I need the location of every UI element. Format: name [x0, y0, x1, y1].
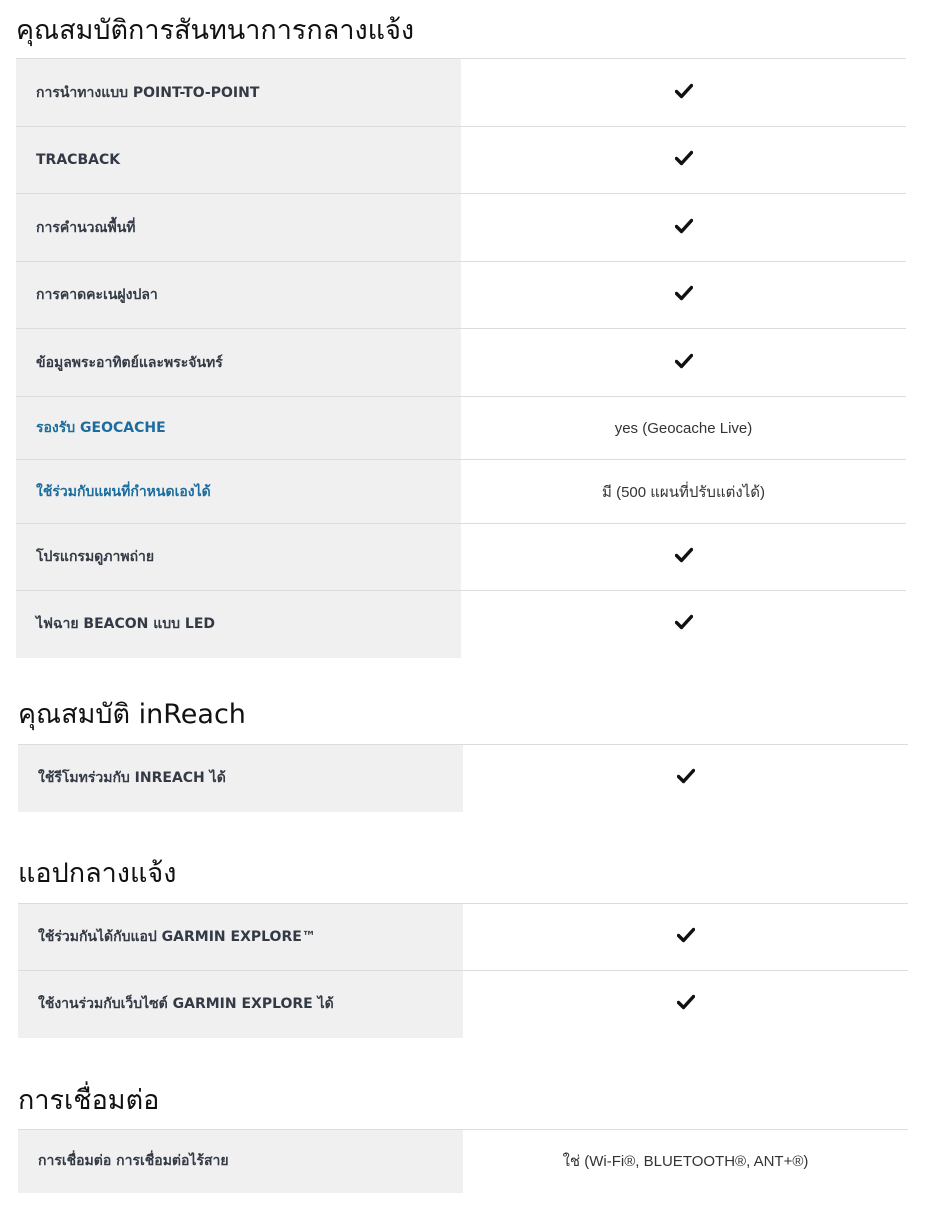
spec-row [18, 1130, 908, 1193]
spec-value [463, 904, 908, 971]
spec-table-connectivity [18, 1129, 908, 1193]
spec-row [16, 127, 906, 194]
spec-row [16, 591, 906, 658]
section-title: แอปกลางแจ้ง [18, 858, 177, 889]
spec-value [461, 524, 906, 591]
spec-label: การเชื่อมต่อ การเชื่อมต่อไร้สาย [18, 1130, 463, 1193]
checkmark-icon [675, 221, 693, 238]
checkmark-icon [675, 86, 693, 103]
spec-row [16, 194, 906, 262]
section-outdoor-features [16, 8, 414, 51]
spec-value [461, 591, 906, 658]
spec-label: ไฟฉาย BEACON แบบ LED [16, 591, 461, 658]
spec-value [461, 127, 906, 194]
spec-value: ใช่ (Wi-Fi®, BLUETOOTH®, ANT+®) [463, 1130, 908, 1193]
spec-label-link[interactable]: ใช้ร่วมกับแผนที่กำหนดเองได้ [16, 460, 461, 524]
spec-row [16, 397, 906, 460]
section-inreach [18, 692, 246, 735]
section-outdoor-app [18, 851, 176, 894]
spec-value [463, 745, 908, 812]
spec-row [18, 971, 908, 1038]
spec-label: ใช้ร่วมกันได้กับแอป GARMIN EXPLORE™ [18, 904, 463, 971]
spec-row [16, 460, 906, 524]
spec-row [16, 59, 906, 127]
spec-value [461, 262, 906, 329]
section-title: คุณสมบัติการสันทนาการกลางแจ้ง [16, 15, 415, 46]
spec-table-app [18, 903, 908, 1038]
checkmark-icon [675, 617, 693, 634]
section-title: คุณสมบัติ inReach [18, 699, 246, 730]
spec-row [16, 329, 906, 397]
checkmark-icon [677, 997, 695, 1014]
spec-row [16, 262, 906, 329]
spec-label: ใช้งานร่วมกับเว็บไซต์ GARMIN EXPLORE ได้ [18, 971, 463, 1038]
spec-value [461, 329, 906, 397]
spec-label: ใช้รีโมทร่วมกับ INREACH ได้ [18, 745, 463, 812]
spec-label: การคาดคะเนฝูงปลา [16, 262, 461, 329]
spec-value: yes (Geocache Live) [461, 397, 906, 460]
spec-row [18, 745, 908, 812]
spec-label: การคำนวณพื้นที่ [16, 194, 461, 262]
spec-value: มี (500 แผนที่ปรับแต่งได้) [461, 460, 906, 524]
checkmark-icon [677, 771, 695, 788]
checkmark-icon [675, 550, 693, 567]
spec-label: TRACBACK [16, 127, 461, 194]
spec-label: การนำทางแบบ POINT-TO-POINT [16, 59, 461, 127]
spec-table-outdoor [16, 58, 906, 658]
spec-label-link[interactable]: รองรับ GEOCACHE [16, 397, 461, 460]
spec-value [463, 971, 908, 1038]
section-connectivity [18, 1078, 159, 1121]
checkmark-icon [675, 153, 693, 170]
spec-row [16, 524, 906, 591]
spec-label: ข้อมูลพระอาทิตย์และพระจันทร์ [16, 329, 461, 397]
spec-row [18, 904, 908, 971]
spec-value [461, 59, 906, 127]
spec-value [461, 194, 906, 262]
section-title: การเชื่อมต่อ [18, 1085, 160, 1116]
checkmark-icon [675, 356, 693, 373]
checkmark-icon [675, 288, 693, 305]
spec-table-inreach [18, 744, 908, 812]
checkmark-icon [677, 930, 695, 947]
spec-label: โปรแกรมดูภาพถ่าย [16, 524, 461, 591]
